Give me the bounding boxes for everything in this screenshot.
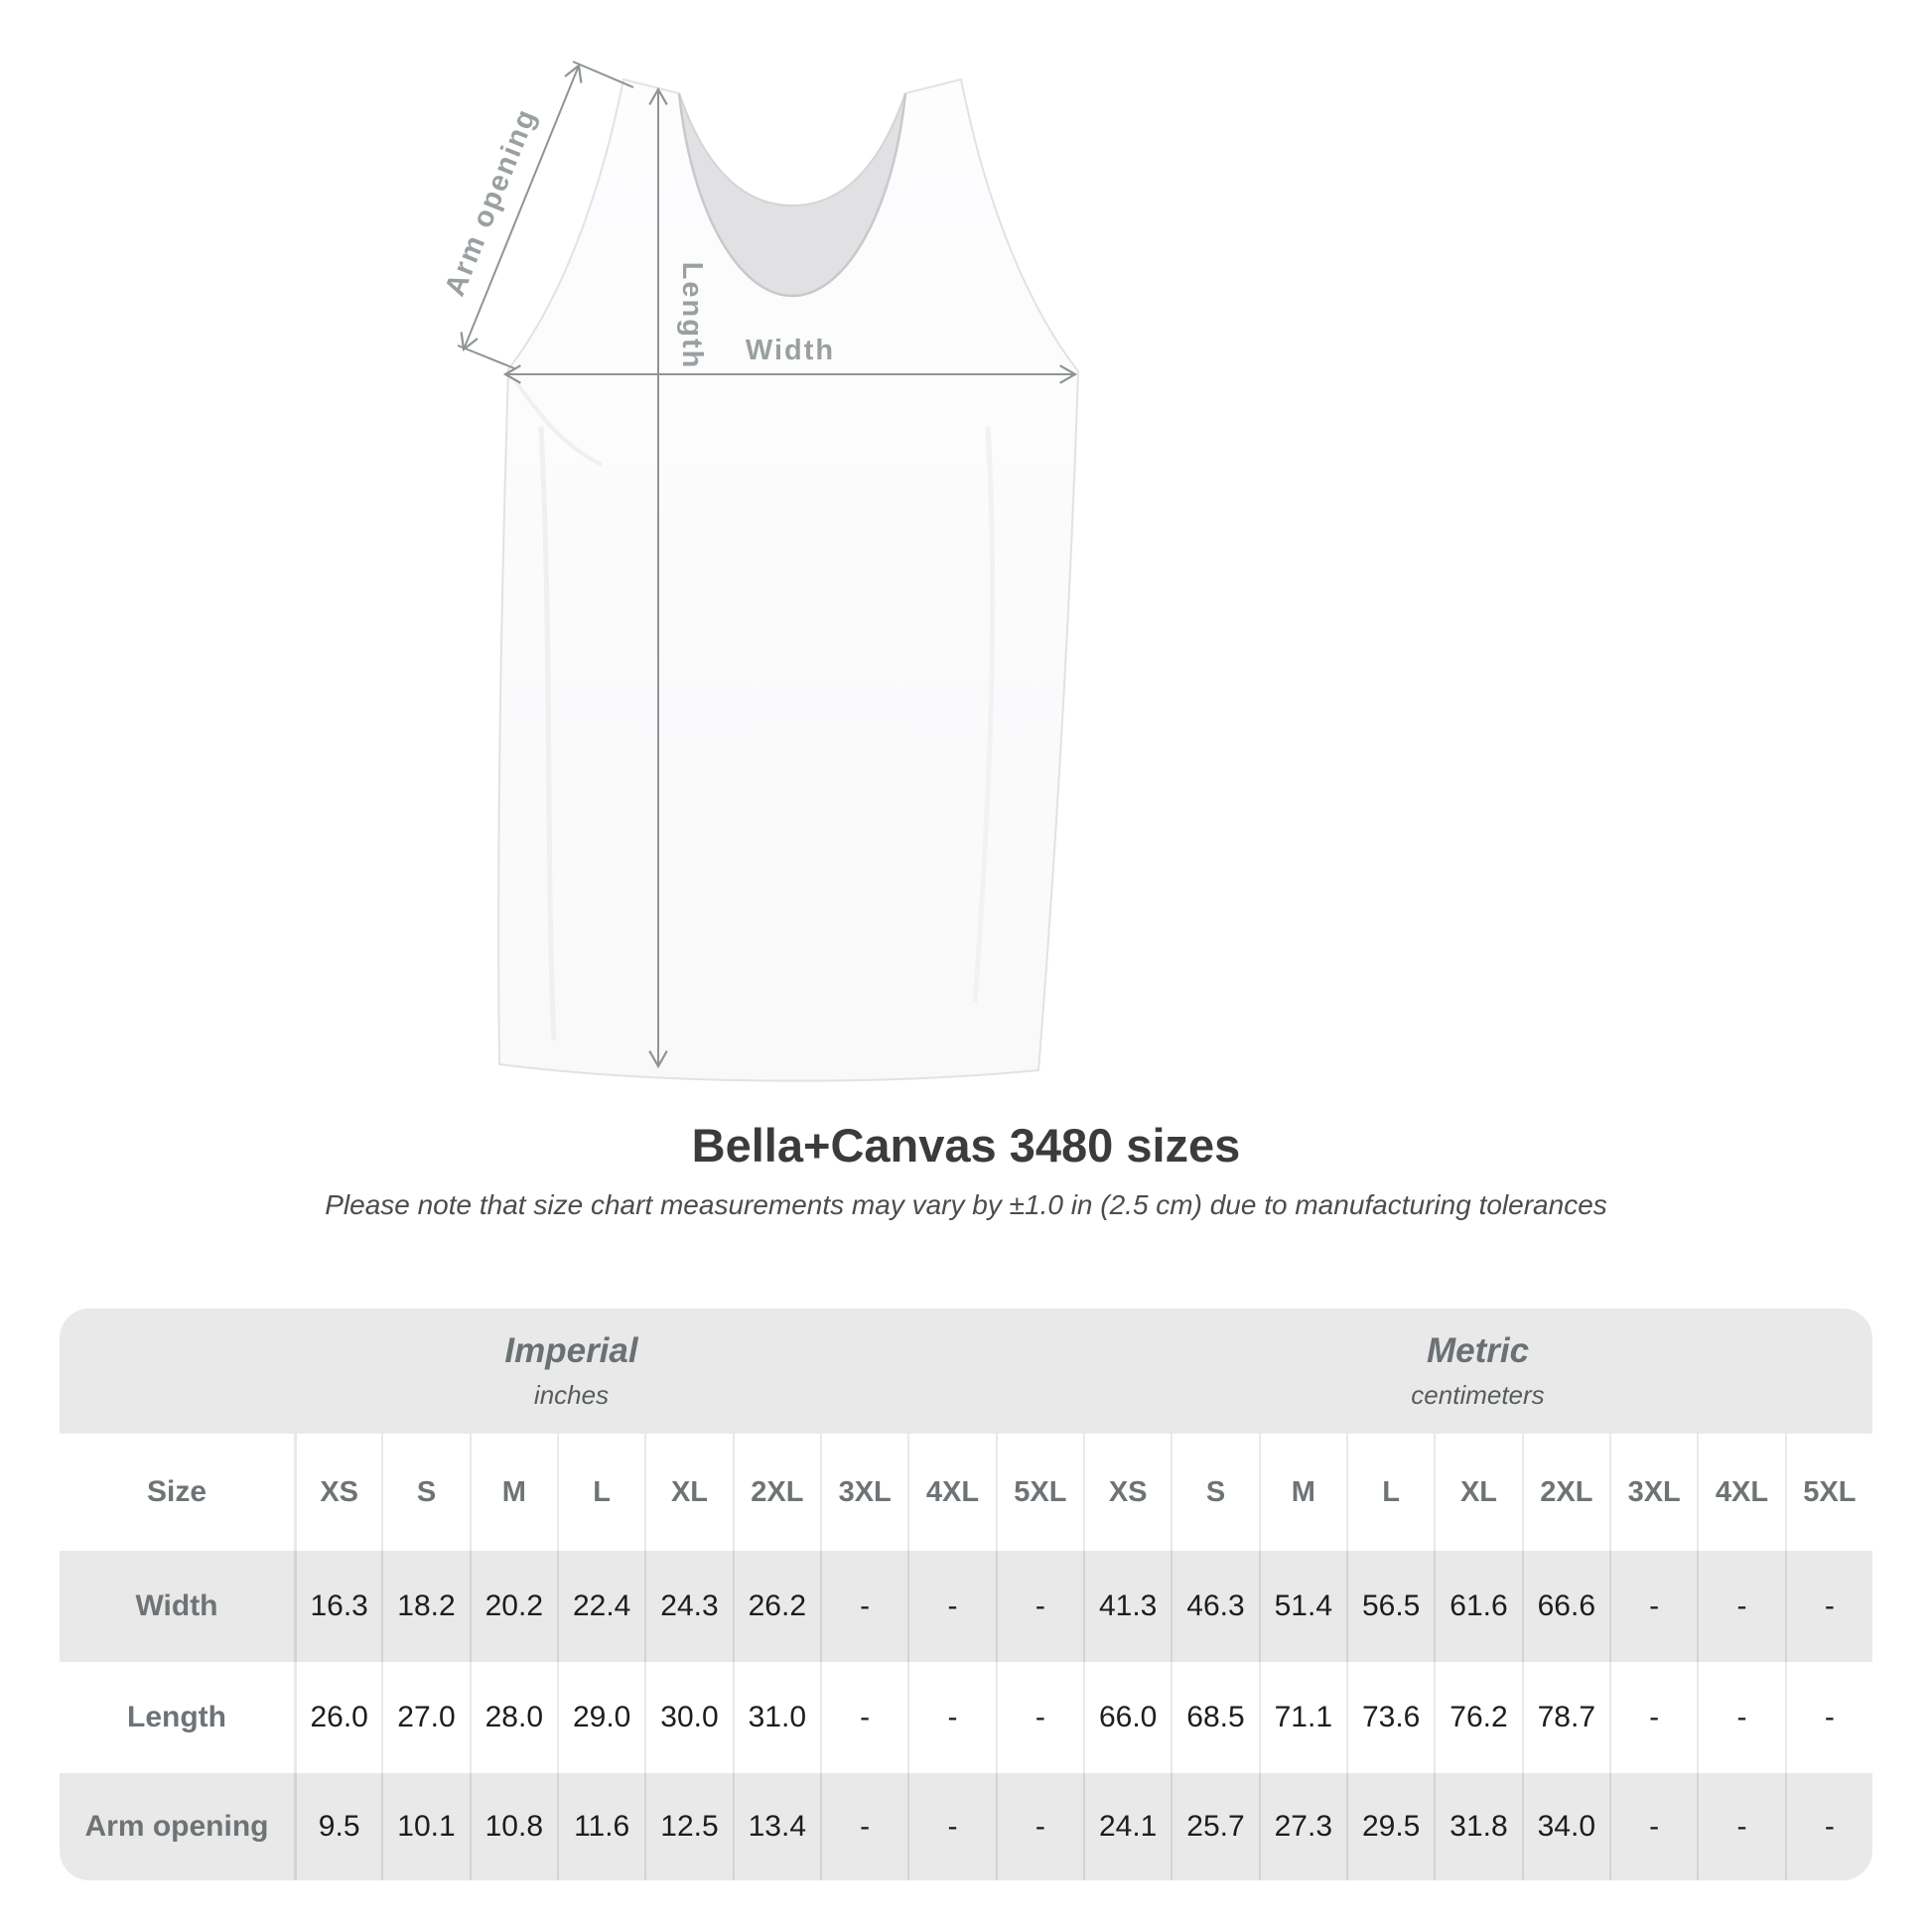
value-cell: - [1697, 1773, 1784, 1880]
size-column-header: S [1171, 1434, 1258, 1551]
imperial-section-unit: inches [533, 1380, 610, 1410]
value-cell: 10.1 [381, 1773, 469, 1880]
value-cell: 46.3 [1171, 1551, 1258, 1662]
measure-row-2 [60, 1773, 1872, 1880]
value-cell: 31.0 [733, 1662, 820, 1773]
value-cell: 27.3 [1259, 1773, 1346, 1880]
length-label: Length [676, 261, 708, 370]
value-cell: 26.0 [294, 1662, 381, 1773]
metric-section-unit: centimeters [1411, 1380, 1545, 1410]
value-cell: 28.0 [470, 1662, 557, 1773]
value-cell: 31.8 [1434, 1773, 1521, 1880]
value-cell: 24.1 [1083, 1773, 1171, 1880]
value-cell: - [1609, 1773, 1697, 1880]
value-cell: 11.6 [557, 1773, 644, 1880]
value-cell: 34.0 [1522, 1773, 1609, 1880]
tank-top-diagram [427, 36, 1162, 1100]
size-column-header: XL [644, 1434, 732, 1551]
width-label: Width [745, 335, 836, 366]
size-column-header: 2XL [1522, 1434, 1609, 1551]
value-cell: 13.4 [733, 1773, 820, 1880]
value-cell: - [1609, 1551, 1697, 1662]
arm-opening-label: Arm opening [439, 103, 544, 301]
value-cell: - [1785, 1551, 1872, 1662]
size-column-header: 5XL [996, 1434, 1083, 1551]
value-cell: 30.0 [644, 1662, 732, 1773]
value-cell: - [1785, 1662, 1872, 1773]
size-column-header: M [1259, 1434, 1346, 1551]
size-column-header: L [1346, 1434, 1434, 1551]
value-cell: 12.5 [644, 1773, 732, 1880]
value-cell: 20.2 [470, 1551, 557, 1662]
size-column-header: XL [1434, 1434, 1521, 1551]
size-header-row [60, 1434, 1872, 1551]
size-column-header: 3XL [1609, 1434, 1697, 1551]
size-table [60, 1309, 1872, 1880]
value-cell: - [907, 1773, 995, 1880]
page-title: Bella+Canvas 3480 sizes [691, 1119, 1241, 1172]
value-cell: 41.3 [1083, 1551, 1171, 1662]
size-column-header: S [381, 1434, 469, 1551]
imperial-section-header [60, 1309, 1083, 1434]
value-cell: - [996, 1773, 1083, 1880]
imperial-section-title: Imperial [504, 1331, 638, 1370]
value-cell: 71.1 [1259, 1662, 1346, 1773]
value-cell: 61.6 [1434, 1551, 1521, 1662]
value-cell: 9.5 [294, 1773, 381, 1880]
value-cell: - [907, 1551, 995, 1662]
row-label: Width [135, 1589, 218, 1622]
value-cell: - [1785, 1773, 1872, 1880]
unit-header-band [60, 1309, 1872, 1434]
value-cell: - [996, 1662, 1083, 1773]
row-label: Arm opening [84, 1810, 269, 1843]
value-cell: 18.2 [381, 1551, 469, 1662]
value-cell: 10.8 [470, 1773, 557, 1880]
size-column-header: L [557, 1434, 644, 1551]
value-cell: 78.7 [1522, 1662, 1609, 1773]
value-cell: 27.0 [381, 1662, 469, 1773]
value-cell: - [1697, 1551, 1784, 1662]
value-cell: 16.3 [294, 1551, 381, 1662]
value-cell: - [996, 1551, 1083, 1662]
value-cell: - [820, 1662, 907, 1773]
value-cell: - [1697, 1662, 1784, 1773]
value-cell: 24.3 [644, 1551, 732, 1662]
size-column-header: 2XL [733, 1434, 820, 1551]
arm-opening-witness-top [573, 62, 633, 87]
value-cell: 26.2 [733, 1551, 820, 1662]
value-cell: - [907, 1662, 995, 1773]
tolerance-note: Please note that size chart measurements may vary by ±1.0 in (2.5 cm) due to manufacturing tolerances [325, 1189, 1607, 1220]
size-header-label: Size [146, 1475, 207, 1508]
value-cell: 66.0 [1083, 1662, 1171, 1773]
measure-row-1 [60, 1662, 1872, 1773]
size-column-header: 3XL [820, 1434, 907, 1551]
value-cell: 25.7 [1171, 1773, 1258, 1880]
size-column-header: 4XL [1697, 1434, 1784, 1551]
size-column-header: XS [1083, 1434, 1171, 1551]
size-diagram [427, 36, 1162, 1100]
size-column-header: 4XL [907, 1434, 995, 1551]
value-cell: 68.5 [1171, 1662, 1258, 1773]
value-cell: 56.5 [1346, 1551, 1434, 1662]
size-column-header: 5XL [1785, 1434, 1872, 1551]
value-cell: 76.2 [1434, 1662, 1521, 1773]
value-cell: 73.6 [1346, 1662, 1434, 1773]
value-cell: - [820, 1551, 907, 1662]
size-column-header: M [470, 1434, 557, 1551]
row-label: Length [127, 1701, 226, 1733]
measure-row-0 [60, 1551, 1872, 1662]
metric-section-header [1083, 1309, 1872, 1434]
value-cell: 66.6 [1522, 1551, 1609, 1662]
value-cell: - [820, 1773, 907, 1880]
value-cell: 29.5 [1346, 1773, 1434, 1880]
value-cell: 51.4 [1259, 1551, 1346, 1662]
value-cell: 29.0 [557, 1662, 644, 1773]
value-cell: - [1609, 1662, 1697, 1773]
metric-section-title: Metric [1426, 1331, 1530, 1370]
arm-opening-witness-bottom [458, 345, 514, 368]
size-column-header: XS [294, 1434, 381, 1551]
value-cell: 22.4 [557, 1551, 644, 1662]
